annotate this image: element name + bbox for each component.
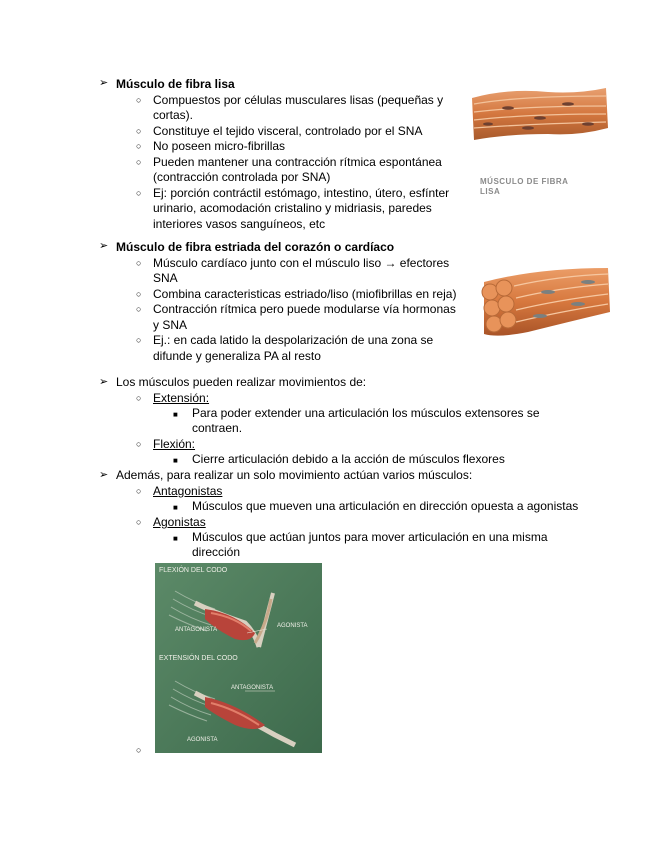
cardiac-muscle-image	[478, 262, 612, 340]
agonists-label: Agonistas	[153, 515, 206, 529]
circle-bullet: ○	[136, 745, 142, 755]
cardiac-item: Combina caracteristicas estriado/liso (miofibrillas en reja)	[153, 287, 457, 301]
smooth-image-caption: LISA	[480, 187, 501, 196]
square-bullet: ■	[173, 503, 178, 512]
agonist-label: AGONISTA	[277, 623, 308, 629]
circle-bullet: ○	[136, 95, 142, 105]
circle-bullet: ○	[136, 304, 142, 314]
arrow-bullet: ➢	[99, 240, 109, 252]
movements-intro: Los músculos pueden realizar movimientos de:	[116, 375, 367, 389]
smooth-item: cortas).	[153, 108, 194, 122]
extension-desc: Para poder extender una articulación los músculos extensores se	[192, 406, 540, 420]
square-bullet: ■	[173, 456, 178, 465]
arrow-bullet: ➢	[99, 77, 109, 89]
circle-bullet: ○	[136, 141, 142, 151]
agonists-desc: Músculos que actúan juntos para mover articulación en una misma	[192, 530, 548, 544]
extension-title: EXTENSIÓN DEL CODO	[159, 655, 238, 662]
extension-label: Extensión:	[153, 391, 210, 405]
flexion-title: FLEXIÓN DEL CODO	[159, 567, 228, 574]
arrow-bullet: ➢	[99, 469, 109, 481]
cardiac-item: Músculo cardíaco junto con el músculo liso → efectores	[153, 256, 450, 270]
circle-bullet: ○	[136, 439, 142, 449]
smooth-muscle-image	[468, 84, 610, 144]
antagonist-label: ANTAGONISTA	[175, 627, 218, 633]
smooth-item: (contracción controlada por SNA)	[153, 170, 331, 184]
smooth-item: interiores vasos sanguíneos, etc	[153, 217, 326, 231]
circle-bullet: ○	[136, 126, 142, 136]
smooth-heading: Músculo de fibra lisa	[116, 77, 235, 91]
extension-desc: contraen.	[192, 421, 243, 435]
cardiac-heading: Músculo de fibra estriada del corazón o cardíaco	[116, 240, 395, 254]
antagonists-label: Antagonistas	[153, 484, 223, 498]
cardiac-item: Contracción rítmica pero puede modularse vía hormonas	[153, 302, 456, 316]
smooth-item: Ej: porción contráctil estómago, intestino, útero, esfínter	[153, 186, 450, 200]
multiple-intro: Además, para realizar un solo movimiento actúan varios músculos:	[116, 468, 473, 482]
smooth-item: Compuestos por células musculares lisas (pequeñas y	[153, 93, 444, 107]
agonists-desc: dirección	[192, 545, 241, 559]
smooth-item: No poseen micro-fibrillas	[153, 139, 286, 153]
circle-bullet: ○	[136, 289, 142, 299]
cardiac-item: Ej.: en cada latido la despolarización de una zona se	[153, 333, 434, 347]
flexion-desc: Cierre articulación debido a la acción de músculos flexores	[192, 452, 505, 466]
agonist-label: AGONISTA	[187, 737, 218, 743]
circle-bullet: ○	[136, 188, 142, 198]
flexion-label: Flexión:	[153, 437, 196, 451]
cardiac-item: difunde y generaliza PA al resto	[153, 349, 321, 363]
smooth-item: Pueden mantener una contracción rítmica espontánea	[153, 155, 442, 169]
smooth-item: Constituye el tejido visceral, controlado por el SNA	[153, 124, 423, 138]
cardiac-item: y SNA	[153, 318, 188, 332]
smooth-image-caption: MÚSCULO DE FIBRA	[480, 177, 569, 186]
antagonist-label: ANTAGONISTA	[231, 685, 274, 691]
square-bullet: ■	[173, 410, 178, 419]
antagonists-desc: Músculos que mueven una articulación en dirección opuesta a agonistas	[192, 499, 579, 513]
circle-bullet: ○	[136, 157, 142, 167]
circle-bullet: ○	[136, 486, 142, 496]
circle-bullet: ○	[136, 335, 142, 345]
smooth-item: urinario, acomodación cristalino y midriasis, paredes	[153, 201, 432, 215]
circle-bullet: ○	[136, 393, 142, 403]
elbow-flexion-extension-image	[155, 563, 322, 753]
arrow-bullet: ➢	[99, 376, 109, 388]
square-bullet: ■	[173, 534, 178, 543]
circle-bullet: ○	[136, 517, 142, 527]
cardiac-item: SNA	[153, 271, 178, 285]
circle-bullet: ○	[136, 258, 142, 268]
